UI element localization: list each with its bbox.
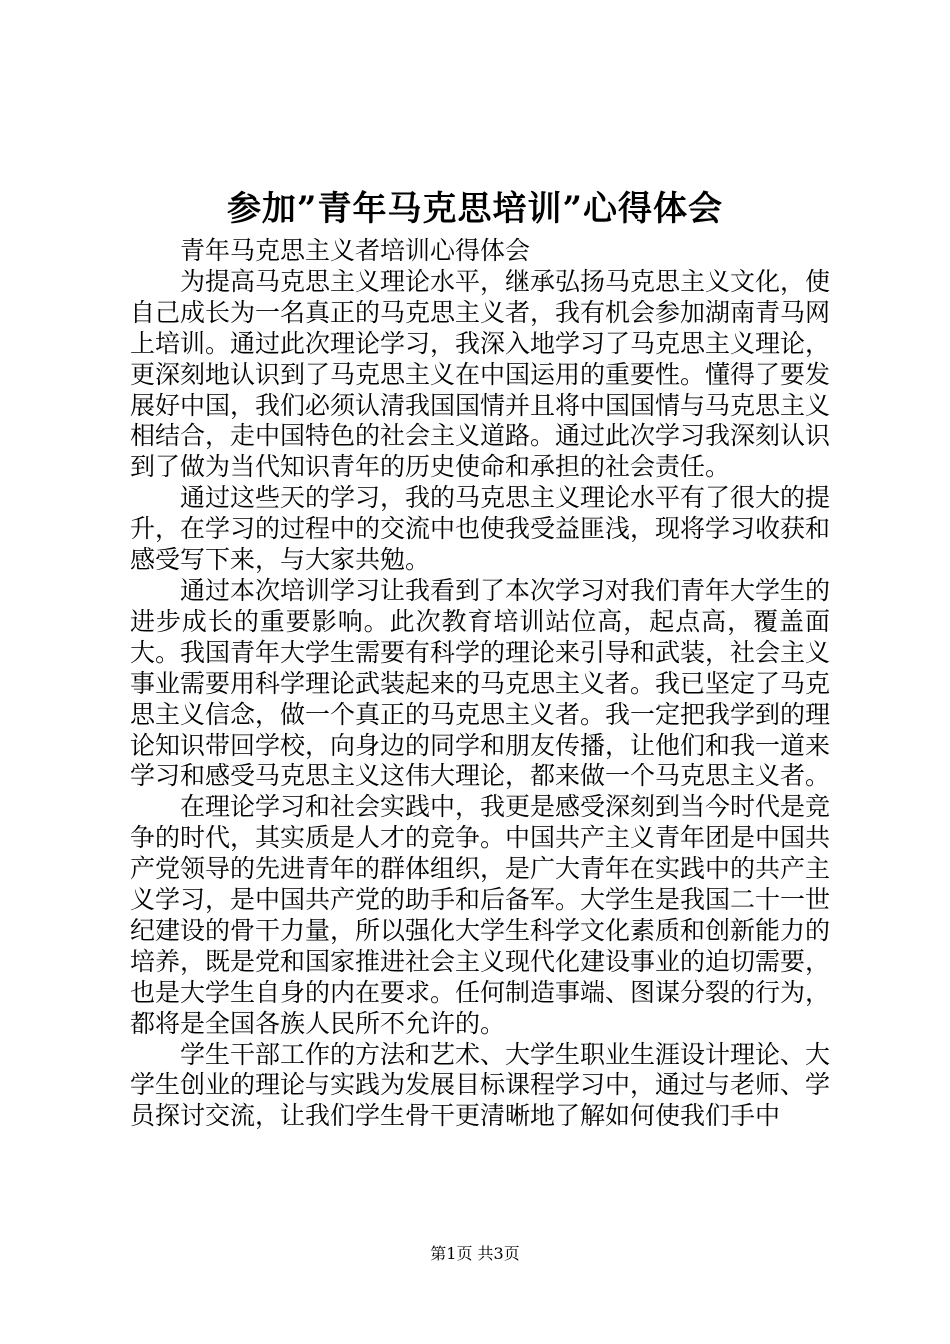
paragraph: 学生干部工作的方法和艺术、大学生职业生涯设计理论、大学生创业的理论与实践为发展目标课程学习中，通过与老师、学员探讨交流，让我们学生骨干更清晰地了解如何使我们手中	[130, 1039, 831, 1131]
document-title: 参加”青年马克思培训”心得体会	[226, 189, 724, 229]
document-subtitle: 青年马克思主义者培训心得体会	[180, 236, 531, 265]
paragraph: 为提高马克思主义理论水平，继承弘扬马克思主义文化，使自己成长为一名真正的马克思主义者，我有机会参加湖南青马网上培训。通过此次理论学习，我深入地学习了马克思主义理论，更深刻地认识到了马克思主义在中国运用的重要性。懂得了要发展好中国，我们必须认清我国国情并且将中国国情与马克思主义相结合，走中国特色的社会主义道路。通过此次学习我深刻认识到了做为当代知识青年的历史使命和承担的社会责任。	[130, 266, 831, 482]
page-footer: 第1页 共3页	[430, 1244, 520, 1263]
document-body	[130, 236, 830, 1132]
paragraph: 通过本次培训学习让我看到了本次学习对我们青年大学生的进步成长的重要影响。此次教育培训站位高，起点高，覆盖面大。我国青年大学生需要有科学的理论来引导和武装，社会主义事业需要用科学理论武装起来的马克思主义者。我已坚定了马克思主义信念，做一个真正的马克思主义者。我一定把我学到的理论知识带回学校，向身边的同学和朋友传播，让他们和我一道来学习和感受马克思主义这伟大理论，都来做一个马克思主义者。	[130, 575, 831, 791]
paragraph: 通过这些天的学习，我的马克思主义理论水平有了很大的提升，在学习的过程中的交流中也使我受益匪浅，现将学习收获和感受写下来，与大家共勉。	[130, 483, 831, 575]
paragraph: 在理论学习和社会实践中，我更是感受深刻到当今时代是竞争的时代，其实质是人才的竞争。中国共产主义青年团是中国共产党领导的先进青年的群体组织，是广大青年在实践中的共产主义学习，是中国共产党的助手和后备军。大学生是我国二十一世纪建设的骨干力量，所以强化大学生科学文化素质和创新能力的培养，既是党和国家推进社会主义现代化建设事业的迫切需要，也是大学生自身的内在要求。任何制造事端、图谋分裂的行为，都将是全国各族人民所不允许的。	[130, 792, 831, 1038]
